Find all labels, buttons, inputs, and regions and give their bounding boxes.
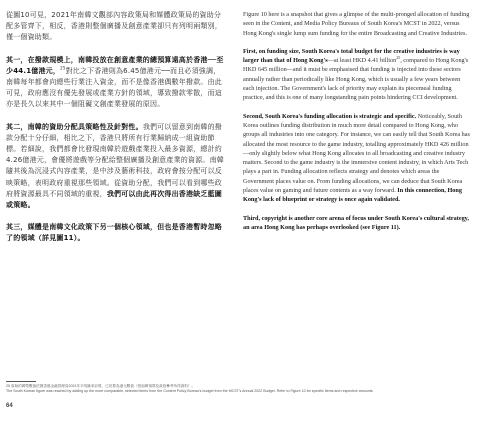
en-third-point-heading: Third, copyright is another core arena of focus under South Korea's cultural strategy, an area Hong Kong has perhaps overlooked (see Figure 11).	[243, 214, 469, 231]
en-first-point-text-a: —at least HKD 4.41 billion	[327, 57, 397, 65]
zh-second-point-conclusion: 我們可以由此再次得出香港缺乏藍圖或策略。	[6, 189, 223, 210]
zh-paragraph-first-point	[6, 55, 224, 111]
zh-second-point-heading: 其二，南韓的資助分配具策略性及針對性。	[6, 122, 143, 131]
zh-footnote-ref: 25	[60, 65, 66, 71]
en-first-point-text-b: , compared to Hong Kong's HKD 645 million—and it must be emphasised that funding is injected into these sectors annually rather than periodically like Hong Kong, which is usually a few years between each injection. The Government's lack of priority may explain its piecemeal funding practice, and this is one of many longstanding pain points hindering CCI development.	[243, 57, 469, 102]
zh-paragraph-second-point	[6, 122, 224, 212]
page-number: 64	[6, 403, 13, 409]
zh-paragraph-intro: 從圖10可見，2021年南韓文觀部內容政策局和媒體政策局的資助分配多管齊下，相反，香港則整個廣播及創意產業卻只有列明兩類別，僅一個資助類。	[6, 11, 222, 42]
en-second-point-heading: Second, South Korea's funding allocation is strategic and specific.	[243, 112, 417, 120]
en-paragraph-first-point	[243, 47, 471, 103]
footnote	[6, 384, 472, 393]
footnote-zh: 25 原始的韓幣數值依據香港金融管理局2021年平均匯率計算，已折算為港元數值（按南韓預算及政府參考所得資料）。	[6, 384, 196, 388]
footnote-en: The South Korean figure was reached by adding up the more comparable, selected items from the Content Policy Bureau's budget from the MCST's Annual 2022 Budget. Refer to Figure 10 for specific items and respective amounts.	[6, 388, 374, 393]
zh-first-point-text: 對比之下香港則為6.45億港元──而且必須強調，南韓每年都會向總些行業注入資金，而不是像香港偶數年撥款。由此可見，政府應沒有優先發展或產業方針的領域，導致撥款零散，而這亦是長久以來其中一個阻礙文創產業發展的原因。	[6, 66, 222, 109]
en-second-point-text: Noticeably, South Korea outlines funding distribution in much more detail compared to Hong Kong, who groups all industries into one category. For instance, we can easily tell that South Korea has allocated the most resource to the game industry, totalling approximately HKD 426 million—only slightly below what Hong Kong allocates to all broadcasting and creative industry matters. Second to the game industry is the immersive content industry, in which Arts Tech plays a part in. Funding allocation reflects strategy and denotes which areas the Government places value on. From funding allocations, we can deduce that South Korea places value on gaming and future contents as a way forward.	[243, 112, 470, 195]
zh-second-point-text: 我們可以留意到南韓的撥款分配十分仔細，相比之下，香港只將所有行業歸納成一組資助節標。若細說，我們都會比發現南韓於遊戲產業投入最多資源，總計約4.26億港元，會優將遊戲等分配給整個廣播及創意產業的資源。南韓隨其後為沉浸式內容產業，是中涉及藝術科技，政府會按分配可以反映策略，表明政府重視那些領域。從資助分配，我們可以看到哪些政府將資源最具不同領域的重視，	[6, 122, 224, 198]
zh-third-point-heading: 其三，媒體是南韓文化政策下另一個核心領域，但也是香港暫時忽略了的領域（詳見圖11）。	[6, 223, 222, 243]
en-paragraph-intro: Figure 10 here is a snapshot that gives a glimpse of the multi-pronged allocation of funding seen in the Content, and Media Policy Bureaus of South Korea's MCST in 2022, versus Hong Kong's single lump sum funding for the entire Broadcasting and Creative Industries.	[243, 11, 470, 37]
footnote-divider	[6, 381, 36, 382]
zh-paragraph-third-point	[6, 222, 224, 244]
en-paragraph-second-point	[243, 112, 471, 205]
en-paragraph-third-point	[243, 214, 471, 233]
chinese-column	[6, 10, 224, 256]
en-first-point-heading: First, on funding size, South Korea's total budget for the creative industries is way larger than that of Hong Kong's	[243, 47, 460, 65]
english-column	[243, 10, 471, 241]
en-footnote-ref: 25	[396, 55, 401, 61]
zh-first-point-heading: 其一，在撥款規模上，南韓投放在創意產業的總預算遠高於香港──至少44.1億港元，	[6, 55, 224, 75]
en-second-point-conclusion: In this connection, Hong Kong's lack of blueprint or strategy is once again validated.	[243, 187, 462, 204]
